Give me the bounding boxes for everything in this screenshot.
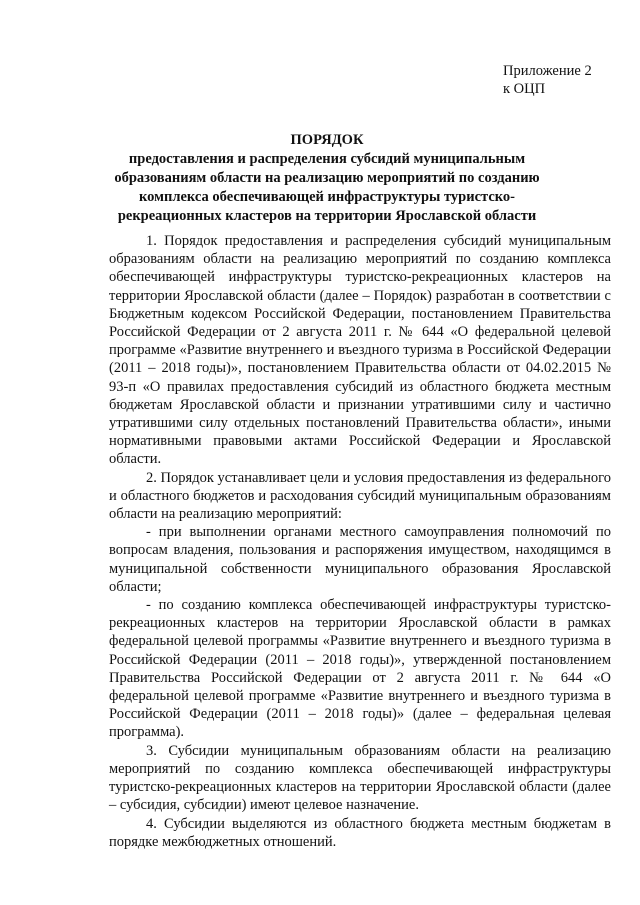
- paragraph-4: 4. Субсидии выделяются из областного бюджета местным бюджетам в порядке межбюджетных отношений.: [109, 815, 611, 850]
- appendix-note: [503, 62, 592, 98]
- paragraph-3: 3. Субсидии муниципальным образованиям области на реализацию мероприятий по созданию комплекса обеспечивающей инфраструктуры туристско-рекреационных кластеров на территории Ярославской области (далее – субсидия, субсидии) имеют целевое назначение.: [109, 742, 611, 814]
- document-heading: [92, 131, 562, 226]
- document-title: ПОРЯДОК: [290, 132, 364, 148]
- document-subtitle: предоставления и распределения субсидий муниципальным образованиям области на реализацию мероприятий по созданию комплекса обеспечивающей инфраструктуры туристско-рекреационных кластеров на территории Ярославской области: [114, 151, 540, 224]
- appendix-line-1: Приложение 2: [503, 63, 592, 79]
- document-body: [109, 232, 611, 851]
- paragraph-2-item-2: - по созданию комплекса обеспечивающей инфраструктуры туристско-рекреационных кластеров на территории Ярославской области в рамках федеральной целевой программы «Развитие внутреннего и въездного туризма в Российской Федерации (2011 – 2018 годы)», утвержденной постановлением Правительства Российской Федерации от 2 августа 2011 г. № 644 «О федеральной целевой программе «Развитие внутреннего и въездного туризма в Российской Федерации (2011 – 2018 годы)» (далее – федеральная целевая программа).: [109, 597, 611, 741]
- paragraph-2-item-1: - при выполнении органами местного самоуправления полномочий по вопросам владения, пользования и распоряжения имуществом, находящимся в муниципальной собственности муниципального образования Ярославской области;: [109, 524, 611, 595]
- appendix-line-2: к ОЦП: [503, 81, 546, 97]
- paragraph-2: 2. Порядок устанавливает цели и условия предоставления из федерального и областного бюджетов и расходования субсидий муниципальным образованиям области на реализацию мероприятий:: [109, 469, 611, 523]
- paragraph-1: 1. Порядок предоставления и распределения субсидий муниципальным образованиям области на реализацию мероприятий по созданию комплекса обеспечивающей инфраструктуры туристско-рекреационных кластеров на территории Ярославской области (далее – Порядок) разработан в соответствии с Бюджетным кодексом Российской Федерации, постановлением Правительства Российской Федерации от 2 августа 2011 г. № 644 «О федеральной целевой программе «Развитие внутреннего и въездного туризма в Российской Федерации (2011 – 2018 годы)», постановлением Правительства области от 04.02.2015 № 93-п «О правилах предоставления субсидий из областного бюджета местным бюджетам Ярославской области и признании утратившими силу и частично утратившими силу отдельных постановлений Правительства области», иными нормативными правовыми актами Российской Федерации и Ярославской области.: [109, 233, 611, 468]
